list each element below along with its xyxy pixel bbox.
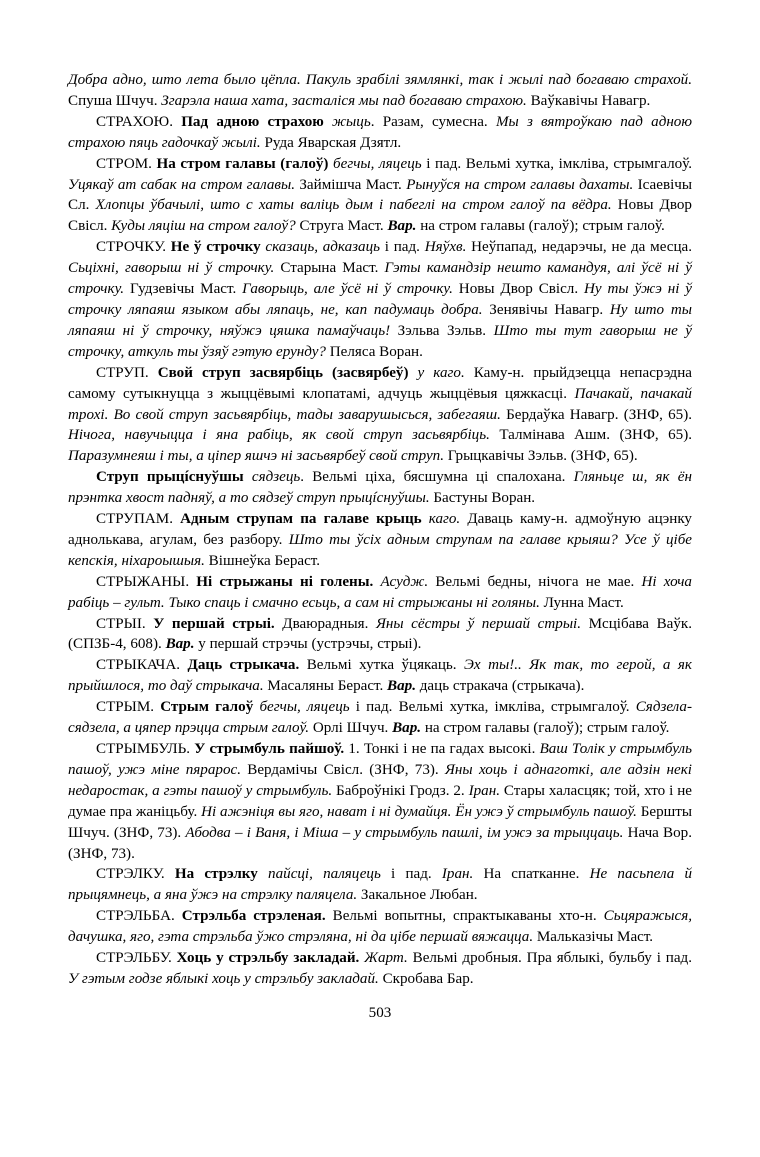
text-run: Гэты камандзір нешто камандуя, алі ўсё ні ў строчку. <box>68 260 693 298</box>
text-run: Мсцібава Ваўк. (СПЗБ-4, 608). <box>68 615 693 653</box>
text-run: У першай стрыі. <box>153 615 283 632</box>
text-run: СТРОМ. <box>96 155 157 172</box>
dictionary-entry-paragraph <box>68 739 692 864</box>
text-run: Вельмі хутка ўцякаць. <box>306 657 465 674</box>
text-run: Няўхв. <box>424 239 467 256</box>
text-run: Вельмі вопытны, спрактыкаваны хто-н. <box>332 908 604 925</box>
text-run: Пеляса Воран. <box>325 343 423 360</box>
text-run: Гаворыць, але ўсё ні ў строчку. <box>242 281 453 298</box>
dictionary-entry-paragraph <box>68 237 692 362</box>
text-run: Хлопцы ўбачылі, што с хаты валіць дым і пабеглі на стром галоў па вёдра. <box>95 197 612 214</box>
text-run: На стром галавы (галоў) <box>156 155 334 172</box>
text-run: Грыцкавічы Зэльв. (ЗНФ, 65). <box>443 448 638 465</box>
dictionary-entry-paragraph <box>68 363 692 468</box>
text-run: Мальказічы Маст. <box>533 929 654 946</box>
text-run: у каго. <box>417 364 465 381</box>
dictionary-entry-paragraph <box>68 948 692 990</box>
text-run: сядзець <box>251 469 301 486</box>
text-run: Вішнеўка Бераст. <box>204 552 321 569</box>
text-run: Сьціхні, гаворыш ні ў строчку. <box>68 260 275 277</box>
text-run: Зэльва Зэльв. <box>390 322 494 339</box>
text-run: СТРЭЛКУ. <box>96 866 175 883</box>
text-run: СТРУП. <box>96 364 158 381</box>
page-number: 503 <box>368 1005 392 1021</box>
text-run: Стрэльба стрэленая. <box>181 908 333 925</box>
text-run: Уцякаў ат сабак на стром галавы. <box>68 176 295 193</box>
text-run: Руда Яварская Дзятл. <box>260 134 402 151</box>
dictionary-entry-paragraph <box>68 509 692 572</box>
text-run: Сядзела-сядзела, а цяпер прэцца стрым галоў. <box>68 699 693 737</box>
text-run: СТРЫМБУЛЬ. <box>96 741 195 757</box>
text-run: СТРАХОЮ. <box>96 113 182 130</box>
text-run: Вар. <box>387 218 417 235</box>
text-run: Пад адною страхою <box>181 113 333 130</box>
text-run: Куды ляціш на стром галоў? <box>111 218 296 235</box>
text-run: на стром галавы (галоў); стрым галоў. <box>421 720 670 737</box>
text-run: Адным струпам па галаве крыць <box>180 511 429 528</box>
text-run: Рынуўся на стром галавы дахаты. <box>406 176 634 193</box>
text-run: Нача Вор. (ЗНФ, 73). <box>68 824 692 862</box>
dictionary-entry-paragraph <box>68 697 692 739</box>
text-run: Скробава Бар. <box>378 970 474 987</box>
text-run: і пад. Вельмі хутка, імкліва, стрымгалоў. <box>421 155 692 172</box>
text-run: Вельмі бедны, нічога не мае. <box>428 573 642 590</box>
text-run: Бершты Шчуч. (ЗНФ, 73). <box>68 803 693 841</box>
text-run: Гляньце ш, як ён прэнтка хвост падняў, а то сядзеў струп прыцíснуўшы. <box>68 469 692 507</box>
text-run: Не ў строчку <box>170 239 266 256</box>
text-run: Яны хоць і аднаготкі, але адзін некі недаростак, а гэты пашоў у стрымбуль. <box>68 761 692 799</box>
text-run: Даваць каму-н. адмоўную ацэнку аднолькава, агулам, без разбору. <box>68 511 692 548</box>
text-run: Струп прыцíснуўшы <box>96 469 252 486</box>
text-run: даць стракача (стрыкача). <box>415 678 585 695</box>
dictionary-entry-paragraph <box>68 906 692 948</box>
text-run: Пачакай, пачакай трохі. Во свой струп засьвярбіць, тады заварушысься, забегаяш. <box>68 385 692 423</box>
text-run: Згарэла наша хата, засталіся мы пад богаваю страхою. <box>161 92 527 109</box>
page-text-body <box>68 70 692 990</box>
text-run: Эх ты!.. Як так, то герой, а як прыйшлося, то даў стрыкача. <box>68 657 692 695</box>
dictionary-entry-paragraph <box>68 467 692 509</box>
text-run: . Разам, сумесна. <box>370 113 496 130</box>
text-run: Сьцяражыся, дачушка, яго, гэта стрэльба ўжо стрэляна, ні да цібе першай вяжацца. <box>68 908 692 946</box>
text-run: Ні стрыжаны ні голены. <box>196 573 381 590</box>
text-run: У стрымбуль пайшоў. <box>194 741 349 757</box>
text-run: Каму-н. прыйдзецца непасрэдна самому сутыкнуцца з жыццёвымі клопатамі, адчуць жыццёвыя цяжкасці. <box>68 364 692 402</box>
text-run: СТРЫЖАНЫ. <box>96 573 197 590</box>
text-run: Вердамічы Свісл. (ЗНФ, 73). <box>240 761 445 778</box>
text-run: СТРЫМ. <box>96 699 161 716</box>
text-run: Орлі Шчуч. <box>309 720 393 737</box>
text-run: СТРЫІ. <box>96 615 154 632</box>
text-run: Талмінава Ашм. (ЗНФ, 65). <box>489 427 692 444</box>
text-run: Гудзевічы Маст. <box>124 281 243 298</box>
text-run: Ваўкавічы Навагр. <box>526 92 651 109</box>
text-run: На спатканне. <box>473 866 590 883</box>
text-run: Хоць у стрэльбу закладай. <box>176 950 365 967</box>
text-run: Бастуны Воран. <box>429 490 536 507</box>
text-run: каго. <box>428 511 461 528</box>
text-run: Даць стрыкача. <box>187 657 307 674</box>
text-run: Закальное Любан. <box>357 887 478 904</box>
text-run: жыць <box>332 113 371 130</box>
text-run: Ні ажэніця вы яго, нават і ні думайця. Ён ужэ ў стрымбуль пашоў. <box>201 803 637 820</box>
dictionary-entry-paragraph <box>68 614 692 656</box>
text-run: Займішча Маст. <box>294 176 407 193</box>
text-run: Іран. <box>441 866 474 883</box>
dictionary-entry-paragraph <box>68 70 692 112</box>
text-run: Нічога, навучыцца і яна рабіць, як свой струп засьвярбіць. <box>68 427 490 444</box>
text-run: Баброўнікі Гродз. 2. <box>332 782 469 799</box>
text-run: пайсці, паляцець <box>268 866 381 883</box>
text-run: Што ты тут гаворыш не ў строчку, аткуль ты ўзяў гэтую ерунду? <box>68 322 692 360</box>
text-run: на стром галавы (галоў); стрым галоў. <box>416 218 665 235</box>
text-run: Што ты ўсіх адным струпам па галаве крыяш? Усе ў цібе кепскія, ніхароышыя. <box>68 531 692 569</box>
text-run: СТРОЧКУ. <box>96 239 171 256</box>
dictionary-entry-paragraph <box>68 112 692 154</box>
text-run: На стрэлку <box>174 866 269 883</box>
text-run: Новы Двор Свісл. <box>68 197 692 235</box>
text-run: Струга Маст. <box>295 218 388 235</box>
text-run: Бердаўка Навагр. (ЗНФ, 65). <box>500 406 693 423</box>
text-run: Добра адно, што лета было цёпла. Пакуль зрабілі зямлянкі, так і жылі пад богаваю страхой. <box>68 72 692 88</box>
text-run: 1. Тонкі і не па гадах высокі. <box>348 741 540 757</box>
dictionary-entry-paragraph <box>68 655 692 697</box>
text-run: Вар. <box>392 720 422 737</box>
dictionary-entry-paragraph <box>68 864 692 906</box>
text-run: Асудж. <box>380 573 429 590</box>
text-run: Зенявічы Навагр. <box>482 301 610 318</box>
text-run: Абодва – і Ваня, і Міша – у стрымбуль пашлі, ім ужэ за трыццаць. <box>185 824 624 841</box>
text-run: Дваюрадныя. <box>282 615 376 632</box>
text-run: Лунна Маст. <box>539 594 624 611</box>
text-run: Мы з вятроўкаю пад адною страхою пяць гадочкаў жылі. <box>68 113 693 151</box>
text-run: Ісаевічы Сл. <box>68 176 693 214</box>
text-run: Старына Маст. <box>274 260 385 277</box>
text-run: СТРЫКАЧА. <box>96 657 188 674</box>
text-run: Іран. <box>468 782 500 799</box>
text-run: Вар. <box>387 678 416 695</box>
text-run: Вар. <box>165 636 195 653</box>
text-run: і пад. Вельмі хутка, імкліва, стрымгалоў. <box>349 699 636 716</box>
text-run: Новы Двор Свісл. <box>452 281 584 298</box>
text-run: Ні хоча рабіць – гульт. Тыко спаць і смачно есьць, а сам ні стрыжаны ні голяны. <box>68 573 692 611</box>
text-run: Ну што ты ляпаяш ні ў строчку, няўжэ цяшка памаўчаць! <box>68 301 692 339</box>
text-run: Масаляны Бераст. <box>263 678 388 695</box>
dictionary-entry-paragraph <box>68 572 692 614</box>
text-run: і пад. <box>380 239 425 256</box>
text-run: Жарт. <box>364 950 408 967</box>
text-run: і пад. <box>380 866 442 883</box>
text-run: Свой струп засвярбіць (засвярбеў) <box>157 364 418 381</box>
dictionary-entry-paragraph <box>68 154 692 238</box>
text-run: Стары халасцяк; той, хто і не думае пра жаніцьбу. <box>68 782 693 820</box>
text-run: Не пасьпела й прыцямнець, а яна ўжэ на стрэлку паляцела. <box>68 866 693 904</box>
text-run: . Вельмі ціха, бясшумна ці спалохана. <box>300 469 574 486</box>
text-run: У гэтым годзе яблыкі хоць у стрэльбу закладай. <box>68 970 379 987</box>
text-run: Ну ты ўжэ ні ў строчку ляпаяш языком абы ляпаць, не, кап падумаць добра. <box>68 281 693 318</box>
text-run: Ваш Толік у стрымбуль пашоў, ужэ міне пярарос. <box>68 741 692 778</box>
text-run: Яны сёстры ў першай стрыі. <box>375 615 582 632</box>
text-run: Неўпапад, недарэчы, не да месца. <box>466 239 693 256</box>
text-run: сказаць, адказаць <box>265 239 380 256</box>
text-run: бегчы, ляцець <box>259 699 350 716</box>
text-run: СТРУПАМ. <box>96 511 181 528</box>
text-run: СТРЭЛЬБА. <box>96 908 182 925</box>
text-run: СТРЭЛЬБУ. <box>96 950 177 967</box>
text-run: Вельмі дробныя. Пра яблыкі, бульбу і пад. <box>407 950 692 967</box>
text-run: Паразумнеяш і ты, а ціпер яшчэ ні засьвярбеў свой струп. <box>68 448 444 465</box>
text-run: бегчы, ляцець <box>333 155 422 172</box>
text-run: Спуша Шчуч. <box>68 92 162 109</box>
text-run: у першай стрэчы (устрэчы, стрыі). <box>194 636 422 653</box>
text-run: Стрым галоў <box>160 699 260 716</box>
